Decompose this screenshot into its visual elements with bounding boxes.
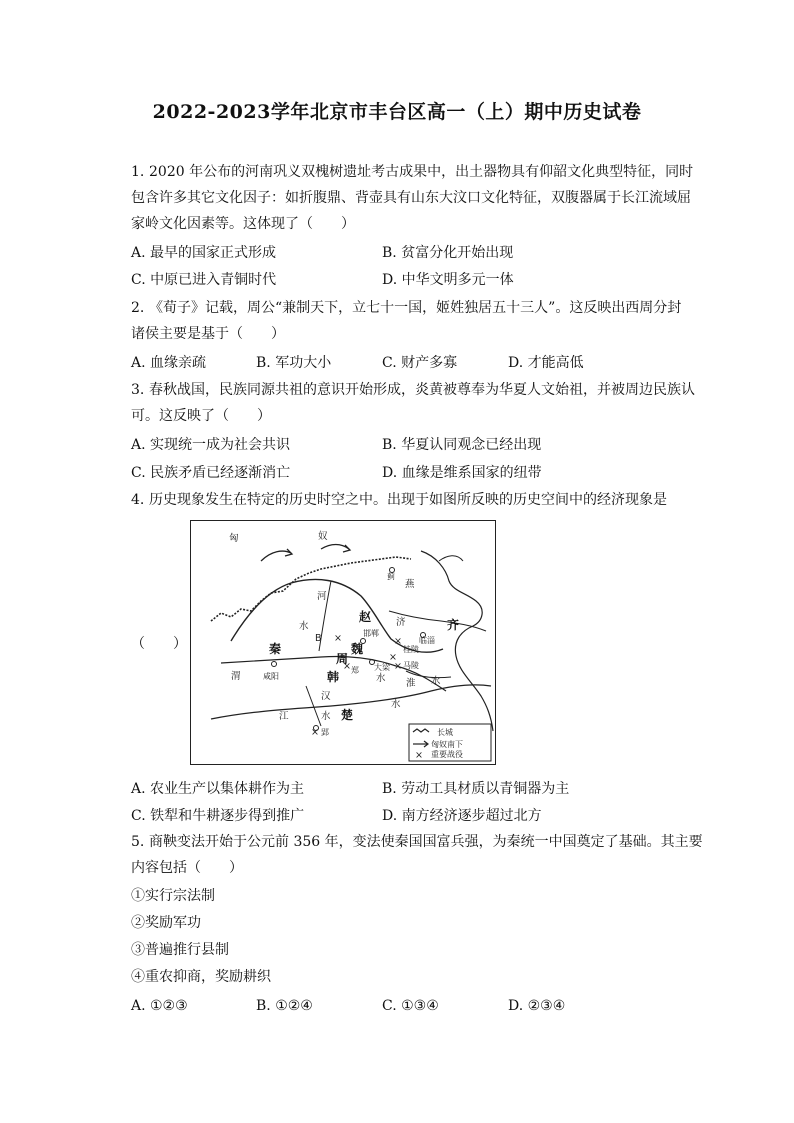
question-5-line-1: 5. 商鞅变法开始于公元前 356 年，变法使秦国国富兵强，为秦统一中国奠定了基础。其主要 (131, 834, 703, 850)
question-3-line-2: 可。这反映了（ ） (131, 408, 271, 424)
map-label-daliang: 大梁 (374, 663, 390, 672)
map-label-han: 韩 (327, 670, 340, 684)
q5-option-a[interactable]: A. ①②③ (131, 998, 188, 1014)
q5-option-b[interactable]: B. ①②④ (256, 998, 313, 1014)
legend-cross-icon: × (415, 750, 423, 761)
q5-option-d[interactable]: D. ②③④ (508, 998, 566, 1014)
question-1-line-1: 1. 2020 年公布的河南巩义双槐树遗址考古成果中，出土器物具有仰韶文化典型特征，同时 (131, 164, 694, 180)
map-label-ying: 郢 (321, 728, 329, 737)
legend-great-wall: 长城 (437, 728, 453, 737)
q2-option-a[interactable]: A. 血缘亲疏 (131, 355, 207, 371)
map-label-maling: 马陵 (403, 661, 419, 670)
q2-option-c[interactable]: C. 财产多寡 (382, 355, 458, 371)
map-label-b: B (315, 633, 322, 644)
map-label-zhou: 周 (336, 652, 349, 666)
map-label-ji: 蓟 (387, 572, 395, 581)
q1-option-c[interactable]: C. 中原已进入青铜时代 (131, 272, 277, 288)
legend-xiongnu: 匈奴南下 (431, 740, 463, 749)
q4-option-c[interactable]: C. 铁犁和牛耕逐步得到推广 (131, 808, 305, 824)
map-label-linzi: 临淄 (419, 636, 435, 645)
map-label-shui-5: 水 (376, 673, 386, 684)
map-label-nu: 奴 (318, 531, 328, 542)
map-label-xianyang: 咸阳 (263, 672, 279, 681)
question-2-line-1: 2. 《荀子》记载，周公“兼制天下，立七十一国，姬姓独居五十三人”。这反映出西周分封 (131, 300, 682, 316)
city-marker-xianyang (272, 662, 277, 667)
map-label-shui-4: 水 (391, 699, 401, 710)
battle-marker-6: × (343, 661, 351, 672)
map-label-wei-state: 魏 (351, 642, 364, 656)
map-label-chu: 楚 (341, 708, 354, 722)
q3-option-b[interactable]: B. 华夏认同观念已经出现 (382, 437, 542, 453)
warring-states-map (190, 520, 496, 765)
question-4-number: 4. (131, 492, 145, 508)
question-5-number: 5. (131, 834, 145, 850)
q5-option-c[interactable]: C. ①③④ (382, 998, 439, 1014)
q1-option-a[interactable]: A. 最早的国家正式形成 (131, 245, 277, 261)
map-label-qi: 齐 (447, 618, 460, 632)
map-label-huai: 淮 (406, 678, 416, 689)
map-svg (191, 521, 494, 763)
battle-marker-4: × (394, 661, 402, 672)
question-5-line-2: 内容包括（ ） (131, 860, 243, 876)
q5-item-1: ①实行宗法制 (131, 888, 215, 904)
q3-option-a[interactable]: A. 实现统一成为社会共识 (131, 437, 291, 453)
battle-marker-1: × (334, 633, 342, 644)
q1-option-b[interactable]: B. 贫富分化开始出现 (382, 245, 514, 261)
liaodong-coast (439, 556, 463, 561)
map-label-wei-river: 渭 (231, 671, 241, 682)
great-wall (211, 557, 411, 621)
map-label-zhao: 赵 (359, 610, 372, 624)
question-3-number: 3. (131, 382, 145, 398)
map-label-shui-1: 水 (299, 621, 309, 632)
question-1-line-3: 家岭文化因素等。这体现了（ ） (131, 216, 355, 232)
q4-option-d[interactable]: D. 南方经济逐步超过北方 (382, 808, 542, 824)
battle-marker-3: × (389, 652, 397, 663)
xiongnu-arrow-2 (321, 545, 349, 550)
q3-option-d[interactable]: D. 血缘是维系国家的纽带 (382, 465, 542, 481)
question-1-line-2: 包含许多其它文化因子：如折腹鼎、背壶具有山东大汶口文化特征，双腹器属于长江流域屈 (131, 190, 691, 206)
map-label-qin: 秦 (269, 642, 282, 656)
map-label-ji-river: 济 (396, 617, 406, 628)
legend-battle: 重要战役 (431, 750, 463, 759)
map-label-shui-2: 水 (431, 676, 441, 687)
q3-option-c[interactable]: C. 民族矛盾已经逐渐消亡 (131, 465, 291, 481)
map-label-guiling: 桂陵 (403, 645, 419, 654)
map-label-yan: 燕 (405, 579, 415, 590)
q4-option-a[interactable]: A. 农业生产以集体耕作为主 (131, 781, 305, 797)
map-label-han-river: 汉 (321, 691, 331, 702)
question-4-line-1: 4. 历史现象发生在特定的历史时空之中。出现于如图所反映的历史空间中的经济现象是 (131, 492, 667, 508)
q5-item-4: ④重农抑商，奖励耕织 (131, 969, 271, 985)
q2-option-b[interactable]: B. 军功大小 (256, 355, 332, 371)
q5-item-3: ③普遍推行县制 (131, 942, 229, 958)
battle-marker-2: × (394, 636, 402, 647)
han-river (306, 686, 321, 726)
map-label-shui-3: 水 (321, 711, 331, 722)
question-2-number: 2. (131, 300, 145, 316)
map-label-handan: 邯郸 (363, 629, 379, 638)
q5-item-2: ②奖励军功 (131, 915, 201, 931)
question-2-line-2: 诸侯主要是基于（ ） (131, 326, 285, 342)
question-1-number: 1. (131, 164, 145, 180)
map-label-jiang: 江 (279, 711, 289, 722)
q2-option-d[interactable]: D. 才能高低 (508, 355, 584, 371)
q1-option-d[interactable]: D. 中华文明多元一体 (382, 272, 514, 288)
map-label-xiong: 匈 (229, 533, 239, 544)
page-title: 2022-2023学年北京市丰台区高一（上）期中历史试卷 (152, 101, 642, 123)
question-3-line-1: 3. 春秋战国，民族同源共祖的意识开始形成，炎黄被尊奉为华夏人文始祖，并被周边民族认 (131, 382, 695, 398)
map-label-he: 河 (317, 591, 327, 602)
question-4-blank: （ ） (131, 636, 187, 652)
battle-marker-5: × (311, 727, 319, 738)
q4-option-b[interactable]: B. 劳动工具材质以青铜器为主 (382, 781, 570, 797)
map-label-zheng: 郑 (351, 666, 359, 675)
